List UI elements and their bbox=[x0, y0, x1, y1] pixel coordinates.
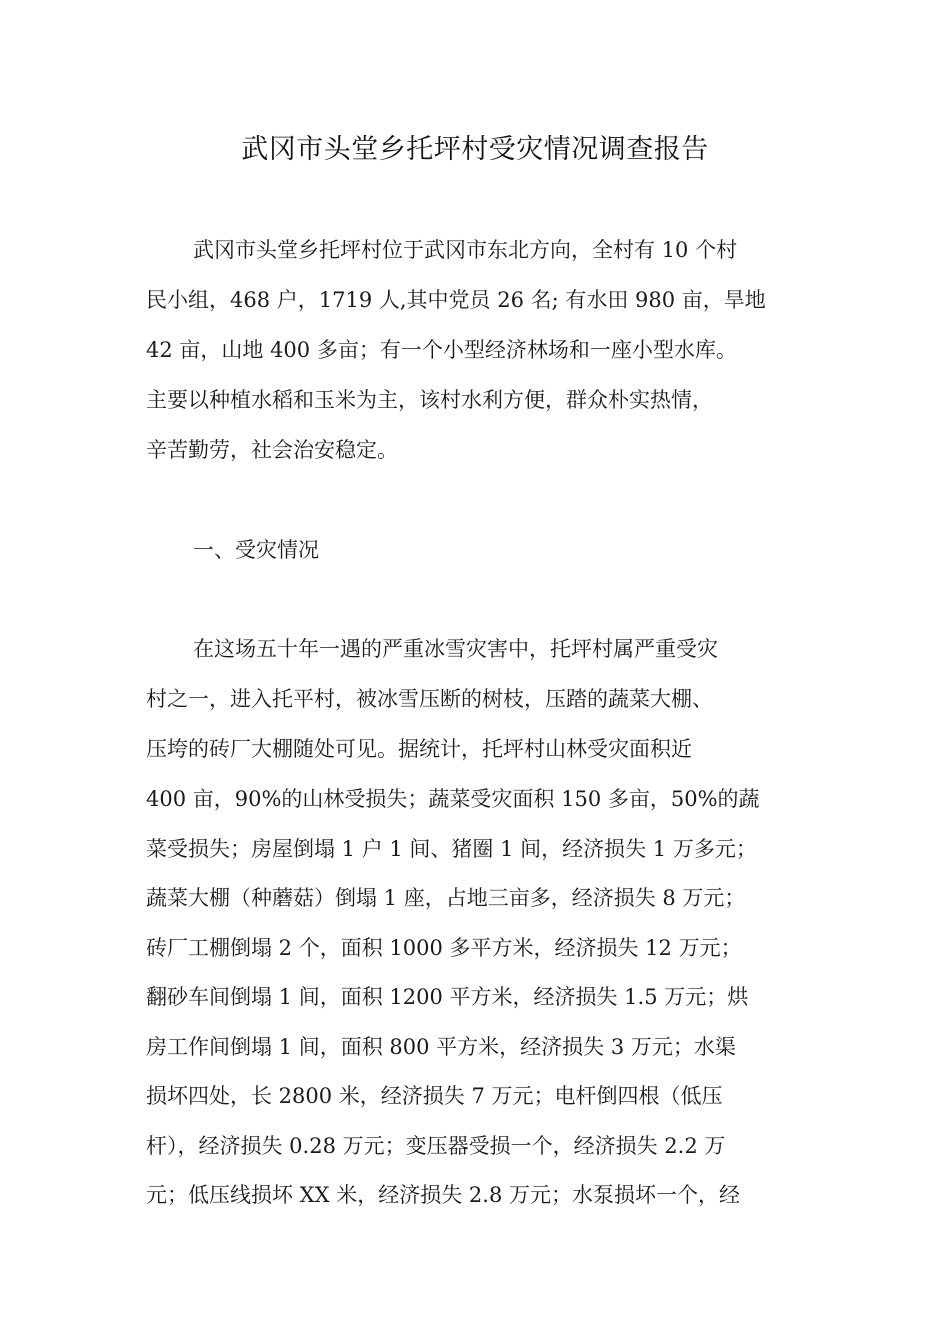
intro-line: 42 亩，山地 400 多亩；有一个小型经济林场和一座小型水库。 bbox=[146, 338, 737, 362]
body-line: 在这场五十年一遇的严重冰雪灾害中，托坪村属严重受灾 bbox=[193, 637, 718, 661]
body-line: 杆），经济损失 0.28 万元；变压器受损一个，经济损失 2.2 万 bbox=[146, 1134, 726, 1158]
intro-line: 主要以种植水稻和玉米为主，该村水利方便，群众朴实热情， bbox=[146, 388, 713, 412]
body-line: 压垮的砖厂大棚随处可见。据统计，托坪村山林受灾面积近 bbox=[146, 737, 692, 761]
intro-line: 辛苦勤劳，社会治安稳定。 bbox=[146, 438, 398, 462]
document-title: 武冈市头堂乡托坪村受灾情况调查报告 bbox=[241, 134, 709, 165]
body-line: 损坏四处，长 2800 米，经济损失 7 万元；电杆倒四根（低压 bbox=[146, 1084, 723, 1108]
body-line: 蔬菜大棚（种蘑菇）倒塌 1 座，占地三亩多，经济损失 8 万元； bbox=[146, 886, 746, 910]
body-line: 砖厂工棚倒塌 2 个，面积 1000 多平方米，经济损失 12 万元； bbox=[146, 936, 742, 960]
body-line: 房工作间倒塌 1 间，面积 800 平方米，经济损失 3 万元；水渠 bbox=[146, 1035, 736, 1059]
intro-line: 民小组，468 户，1719 人,其中党员 26 名; 有水田 980 亩，旱地 bbox=[146, 288, 766, 312]
body-line: 村之一，进入托平村，被冰雪压断的树枝，压踏的蔬菜大棚、 bbox=[146, 687, 713, 711]
body-line: 菜受损失；房屋倒塌 1 户 1 间、猪圈 1 间，经济损失 1 万多元； bbox=[146, 837, 757, 861]
body-line: 400 亩，90%的山林受损失；蔬菜受灾面积 150 多亩，50%的蔬 bbox=[146, 787, 760, 811]
body-line: 翻砂车间倒塌 1 间，面积 1200 平方米，经济损失 1.5 万元；烘 bbox=[146, 985, 749, 1009]
intro-line: 武冈市头堂乡托坪村位于武冈市东北方向，全村有 10 个村 bbox=[193, 238, 738, 262]
section-heading: 一、受灾情况 bbox=[193, 538, 319, 562]
body-line: 元；低压线损坏 XX 米，经济损失 2.8 万元；水泵损坏一个，经 bbox=[146, 1183, 740, 1207]
